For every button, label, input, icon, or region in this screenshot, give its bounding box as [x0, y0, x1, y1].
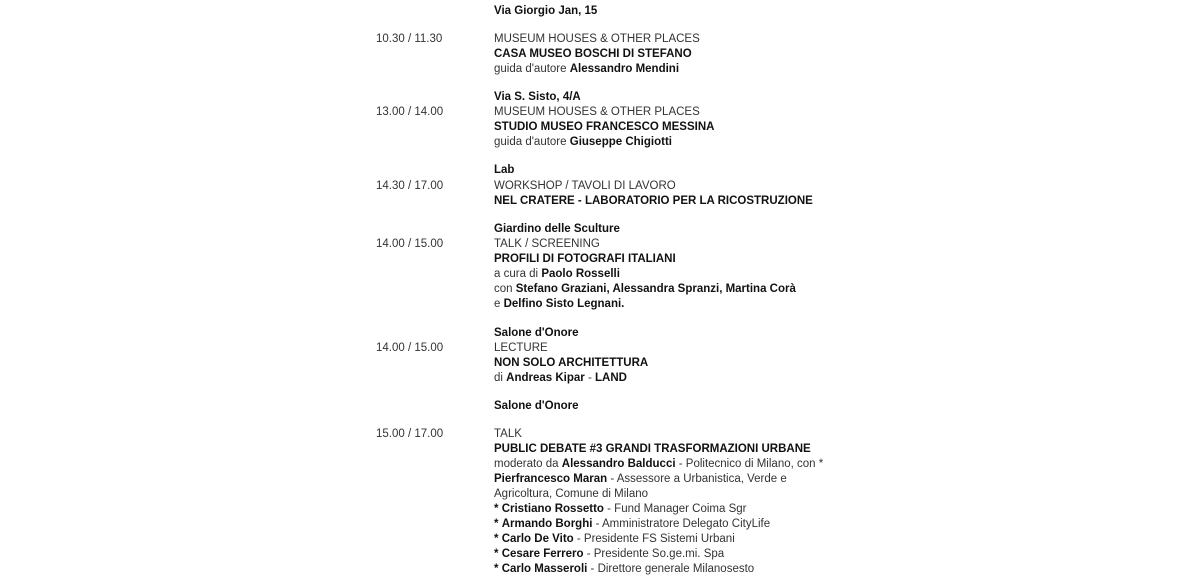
panelist-name: Carlo De Vito [501, 533, 574, 545]
lecturer-org: LAND [595, 372, 627, 384]
participants-names: Stefano Graziani, Alessandra Spranzi, Martina Corà [515, 283, 796, 295]
moderator-prefix: moderato da [494, 458, 559, 470]
moderator-name: Alessandro Balducci [561, 458, 676, 470]
panelist-bullet: * [494, 563, 499, 575]
panelist-role: - Assessore a Urbanistica, Verde e [610, 473, 787, 485]
event-lecturer [494, 371, 627, 386]
participants-and: e [494, 298, 501, 310]
participants-prefix: con [494, 283, 513, 295]
event-guide [494, 135, 672, 150]
panelist-role: - Presidente So.ge.mi. Spa [586, 548, 725, 560]
guide-name: Alessandro Mendini [569, 63, 680, 75]
event-venue: Via S. Sisto, 4/A [494, 91, 581, 103]
panelist-name: Pierfrancesco Maran [494, 473, 608, 485]
panelist [494, 472, 787, 487]
event-title: NON SOLO ARCHITETTURA [494, 357, 649, 369]
panelist-bullet: * [494, 503, 499, 515]
panelist-role: - Direttore generale Milanosesto [590, 563, 755, 575]
event-title: STUDIO MUSEO FRANCESCO MESSINA [494, 121, 715, 133]
guide-prefix: guida d'autore [494, 63, 567, 75]
moderator-suffix: - Politecnico di Milano, con * [678, 458, 824, 470]
event-time: 14.00 / 15.00 [376, 238, 444, 250]
panelist [494, 547, 724, 562]
panelist-name: Cesare Ferrero [501, 548, 584, 560]
event-title: PROFILI DI FOTOGRAFI ITALIANI [494, 253, 676, 265]
event-category: MUSEUM HOUSES & OTHER PLACES [494, 33, 700, 45]
event-category: TALK [494, 428, 522, 440]
panelist-bullet: * [494, 548, 499, 560]
guide-name: Giuseppe Chigiotti [569, 136, 672, 148]
panelist-name: Carlo Masseroli [501, 563, 588, 575]
guide-prefix: guida d'autore [494, 136, 567, 148]
event-time: 10.30 / 11.30 [376, 33, 443, 45]
lecturer-prefix: di [494, 372, 503, 384]
event-participants-cont [494, 297, 624, 312]
panelist-role: - Fund Manager Coima Sgr [607, 503, 747, 515]
event-venue: Giardino delle Sculture [494, 223, 620, 235]
event-category: TALK / SCREENING [494, 238, 600, 250]
panelist [494, 532, 735, 547]
event-title: CASA MUSEO BOSCHI DI STEFANO [494, 48, 692, 60]
event-venue: Lab [494, 164, 515, 176]
panelist [494, 562, 754, 577]
event-category: MUSEUM HOUSES & OTHER PLACES [494, 106, 700, 118]
event-time: 14.00 / 15.00 [376, 342, 444, 354]
event-category: LECTURE [494, 342, 548, 354]
participants-last: Delfino Sisto Legnani. [503, 298, 625, 310]
panelist [494, 502, 746, 517]
event-time: 15.00 / 17.00 [376, 428, 444, 440]
event-venue: Salone d'Onore [494, 400, 579, 412]
event-curator [494, 267, 620, 282]
event-title: NEL CRATERE - LABORATORIO PER LA RICOSTRUZIONE [494, 195, 813, 207]
panelist-role: - Presidente FS Sistemi Urbani [576, 533, 735, 545]
curator-prefix: a cura di [494, 268, 539, 280]
event-guide [494, 62, 679, 77]
panelist [494, 517, 770, 532]
panelist-role: - Amministratore Delegato CityLife [595, 518, 771, 530]
event-title: PUBLIC DEBATE #3 GRANDI TRASFORMAZIONI URBANE [494, 443, 811, 455]
event-venue: Via Giorgio Jan, 15 [494, 5, 598, 17]
panelist-name: Armando Borghi [501, 518, 593, 530]
event-moderator [494, 457, 823, 472]
panelist-bullet: * [494, 533, 499, 545]
event-category: WORKSHOP / TAVOLI DI LAVORO [494, 180, 676, 192]
event-time: 13.00 / 14.00 [376, 106, 444, 118]
panelist-role-cont: Agricoltura, Comune di Milano [494, 488, 649, 500]
panelist-name: Cristiano Rossetto [501, 503, 604, 515]
event-time: 14.30 / 17.00 [376, 180, 444, 192]
lecturer-sep: - [587, 372, 592, 384]
panelist-bullet: * [494, 518, 499, 530]
curator-name: Paolo Rosselli [541, 268, 620, 280]
event-venue: Salone d'Onore [494, 327, 579, 339]
lecturer-name: Andreas Kipar [506, 372, 585, 384]
event-participants [494, 282, 796, 297]
